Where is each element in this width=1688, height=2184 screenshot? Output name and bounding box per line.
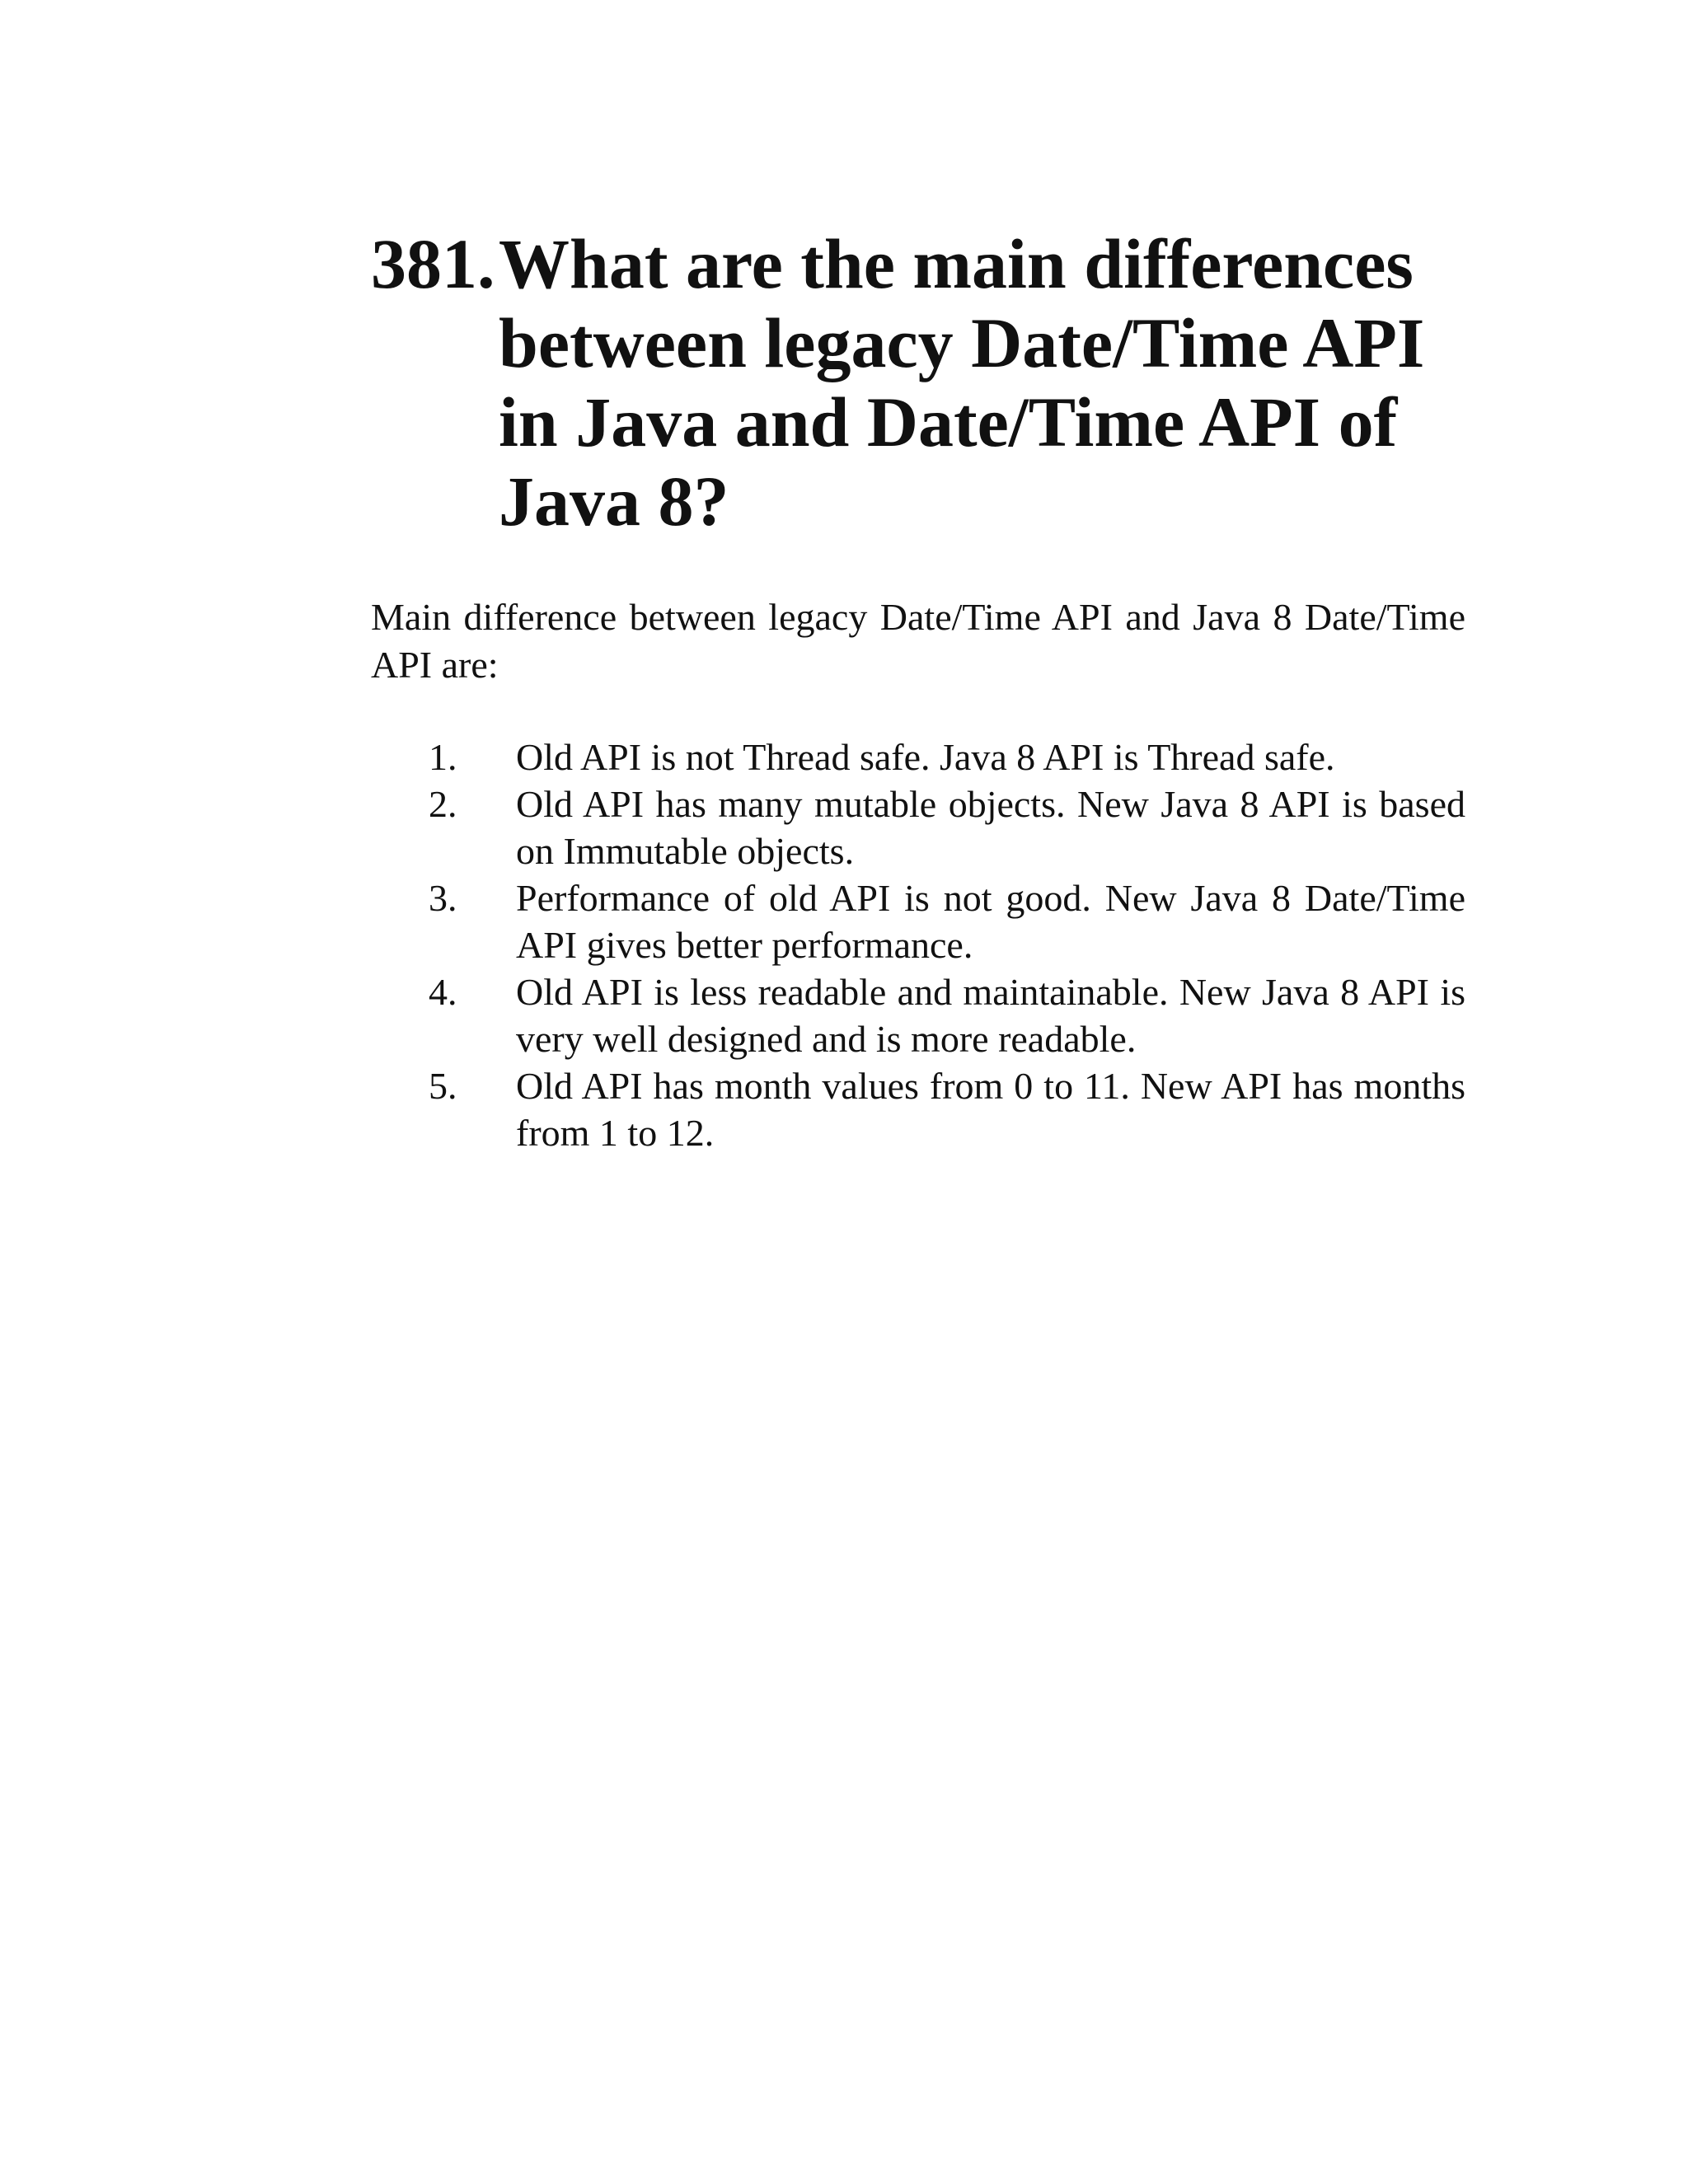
list-item-text: Old API has many mutable objects. New Java 8 API is based on Immutable objects.	[516, 783, 1465, 872]
list-item	[371, 1062, 1465, 1156]
list-item-number: 4.	[429, 971, 457, 1013]
question-title: What are the main differences between legacy Date/Time API in Java and Date/Time API of Java 8?	[499, 224, 1425, 541]
list-item-text: Old API is not Thread safe. Java 8 API is Thread safe.	[516, 736, 1335, 778]
intro-paragraph: Main difference between legacy Date/Time API and Java 8 Date/Time API are:	[371, 596, 1465, 686]
list-item	[371, 780, 1465, 874]
list-item-text: Performance of old API is not good. New Java 8 Date/Time API gives better performance.	[516, 877, 1465, 966]
list-item	[371, 968, 1465, 1062]
list-item-number: 1.	[429, 736, 457, 778]
question-number: 381.	[371, 224, 495, 303]
differences-list	[371, 733, 1465, 1156]
list-item-text: Old API is less readable and maintainable. New Java 8 API is very well designed and is more readable.	[516, 971, 1465, 1060]
question-heading	[371, 224, 1465, 541]
document-content	[371, 224, 1465, 1156]
list-item-text: Old API has month values from 0 to 11. New API has months from 1 to 12.	[516, 1065, 1465, 1154]
list-item-number: 5.	[429, 1065, 457, 1107]
list-item	[371, 874, 1465, 968]
list-item-number: 3.	[429, 877, 457, 919]
list-item-number: 2.	[429, 783, 457, 825]
list-item	[371, 733, 1465, 780]
